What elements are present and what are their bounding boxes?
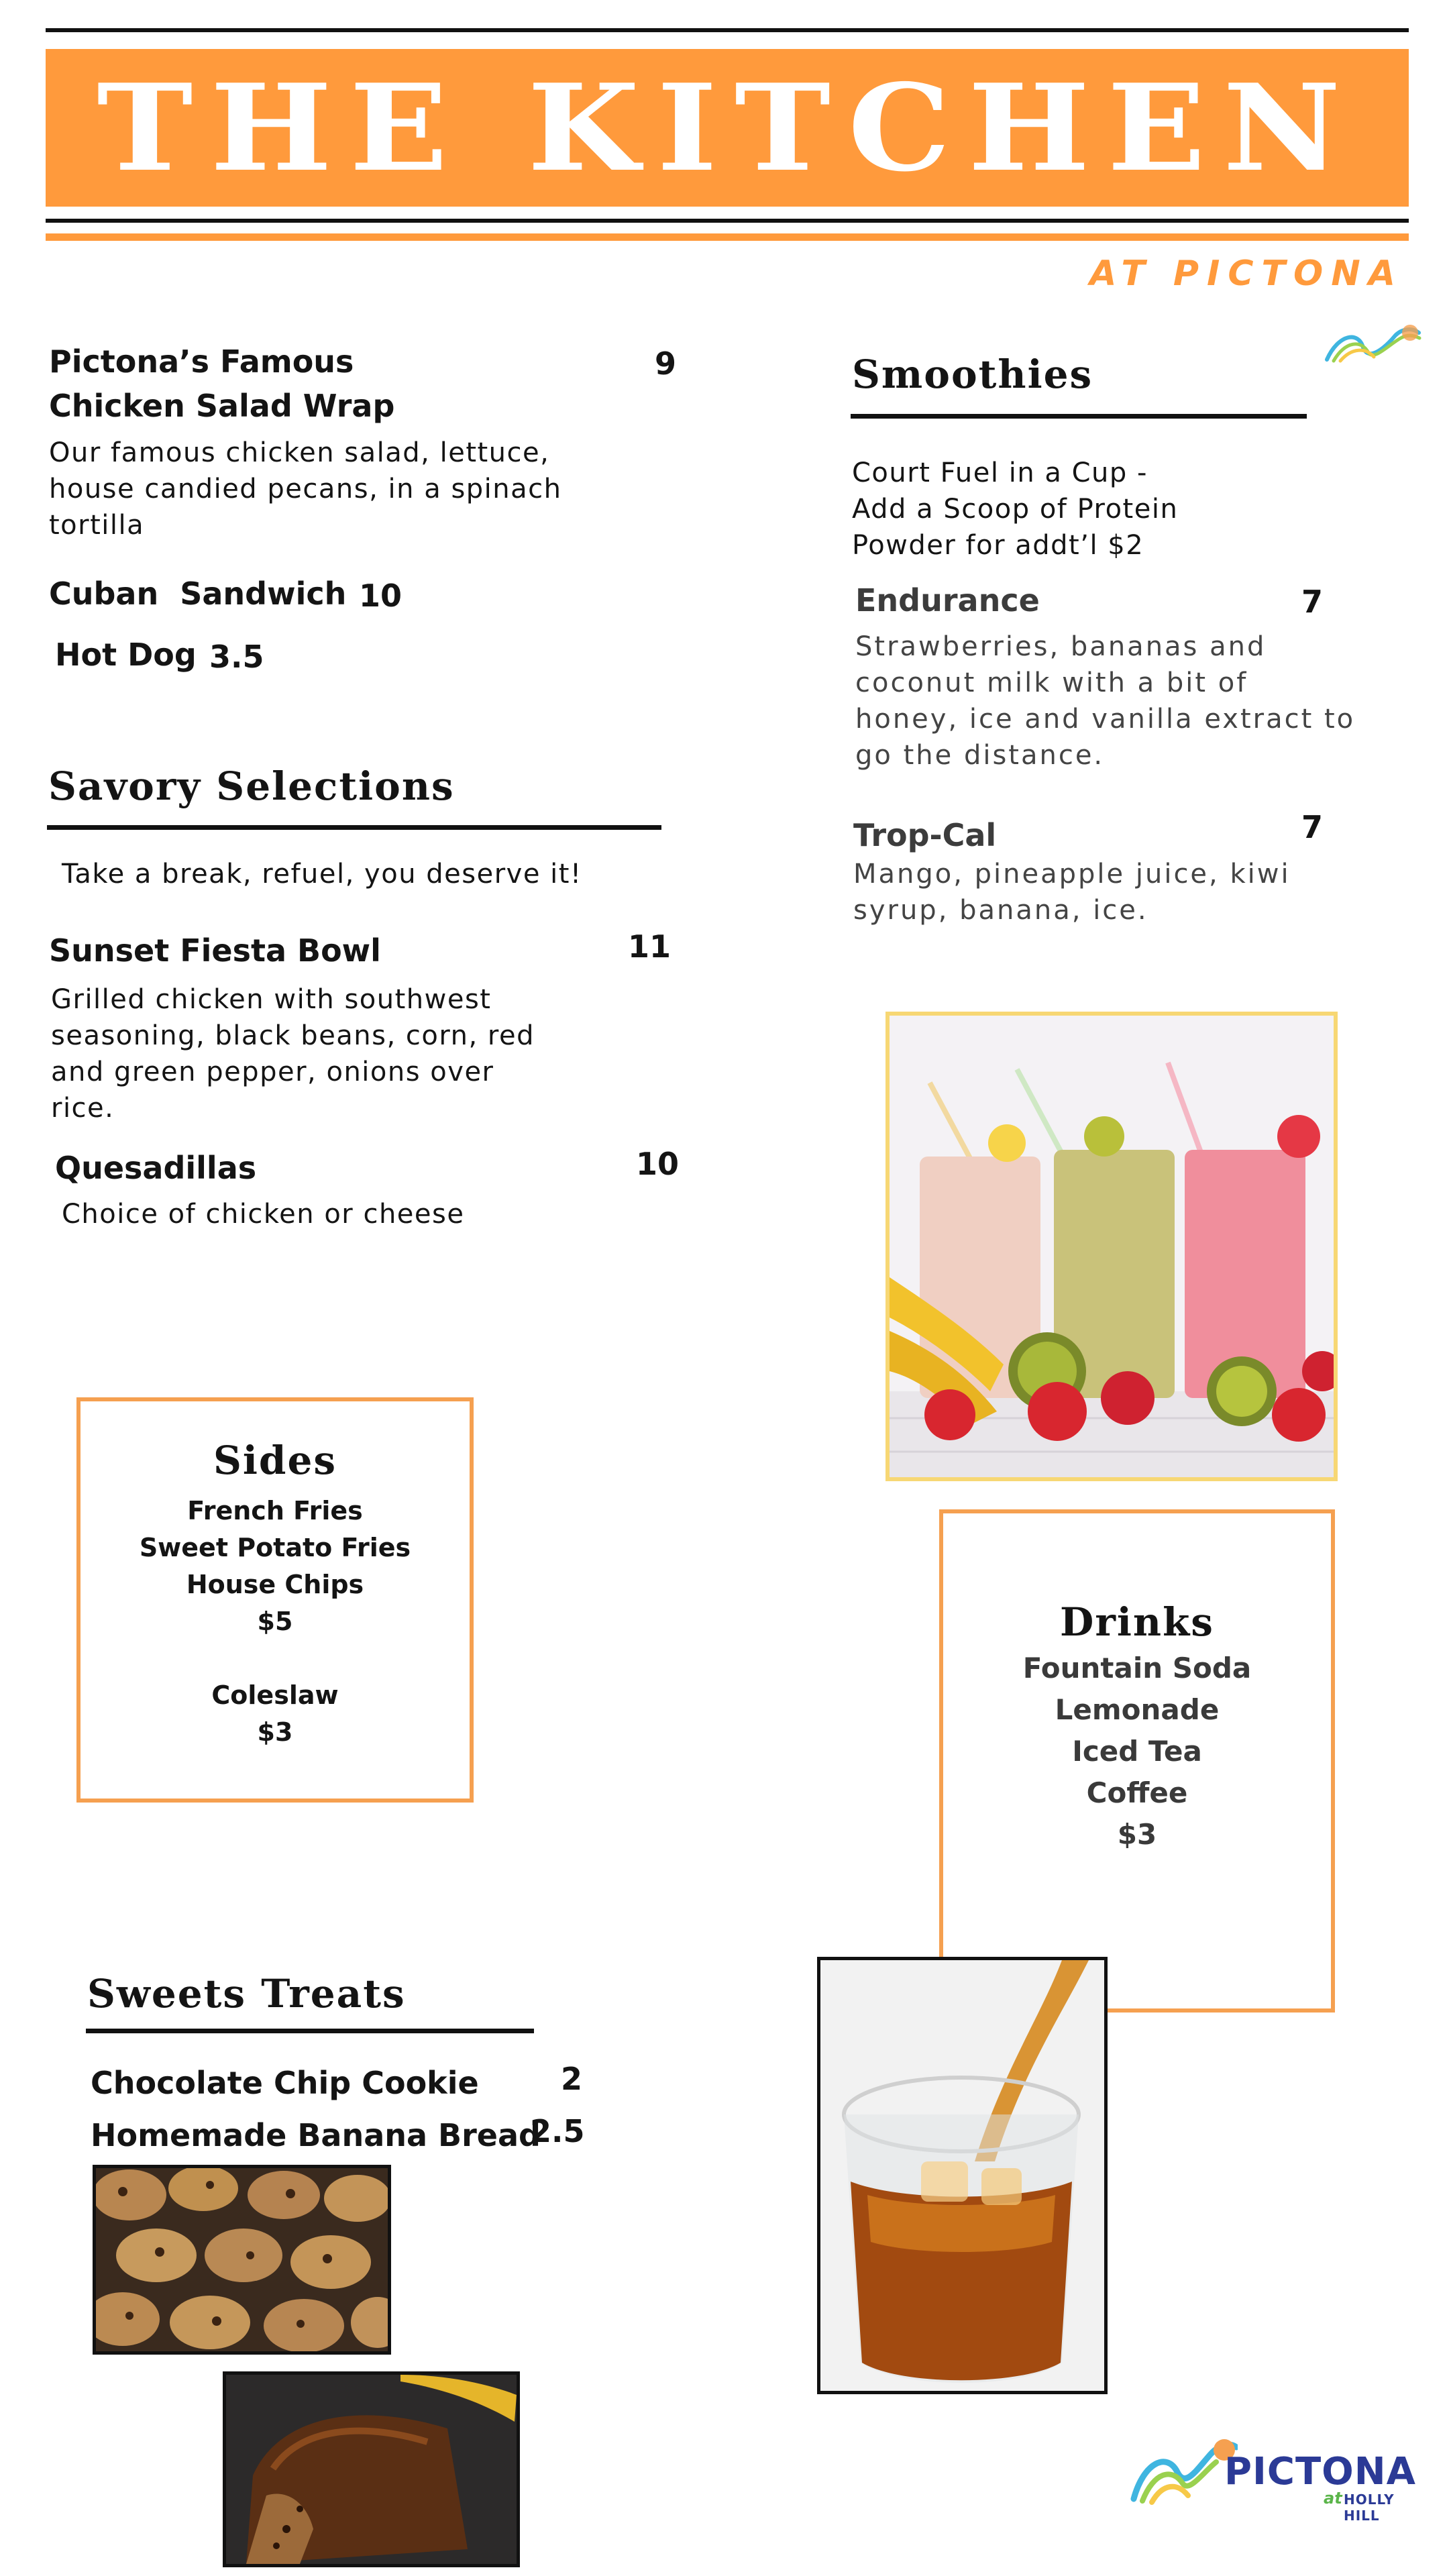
item-name-sunset-fiesta-bowl: Sunset Fiesta Bowl [49, 932, 381, 969]
item-name-banana-bread: Homemade Banana Bread [91, 2117, 541, 2153]
section-heading-savory: Savory Selections [48, 763, 455, 809]
item-price-banana-bread: 2.5 [530, 2113, 585, 2149]
item-name-chicken-salad-wrap-line1: Pictona’s Famous [49, 343, 354, 380]
section-heading-sides: Sides [213, 1438, 337, 1483]
banana-bread-illustration [226, 2375, 517, 2564]
item-name-chicken-salad-wrap-line2: Chicken Salad Wrap [49, 388, 395, 424]
item-desc-endurance: Strawberries, bananas and coconut milk with a bit of honey, ice and vanilla extract to go the distance. [855, 631, 1356, 771]
title-banner [46, 49, 1409, 207]
drinks-line-lemonade: Lemonade [1055, 1693, 1220, 1726]
savory-heading-rule [47, 825, 661, 830]
smoothies-heading-rule [851, 414, 1307, 419]
drinks-line-coffee: Coffee [1086, 1776, 1188, 1809]
iced-tea-illustration [820, 1960, 1104, 2391]
smoothie-glasses-illustration [890, 1016, 1334, 1477]
pictona-logo-place: HOLLY HILL [1344, 2491, 1395, 2524]
item-name-quesadillas: Quesadillas [55, 1150, 257, 1186]
sides-line-coleslaw: Coleslaw [211, 1680, 339, 1710]
drinks-line-iced-tea: Iced Tea [1072, 1735, 1202, 1768]
page-title: THE KITCHEN [96, 57, 1358, 198]
item-price-sunset-fiesta-bowl: 11 [628, 928, 672, 965]
item-price-trop-cal: 7 [1301, 809, 1324, 845]
item-desc-trop-cal: Mango, pineapple juice, kiwi syrup, banana, ice. [853, 859, 1291, 926]
item-name-trop-cal: Trop-Cal [853, 817, 997, 853]
smoothies-intro: Court Fuel in a Cup - Add a Scoop of Protein Powder for addt’l $2 [852, 458, 1179, 561]
sweets-heading-rule [86, 2029, 534, 2033]
item-price-chocolate-chip-cookie: 2 [561, 2061, 583, 2097]
item-desc-sunset-fiesta-bowl: Grilled chicken with southwest seasoning, black beans, corn, red and green pepper, onions over rice. [51, 984, 535, 1124]
sides-box [76, 1397, 474, 1803]
drinks-price: $3 [1117, 1818, 1157, 1851]
drinks-box [939, 1509, 1335, 2012]
item-desc-quesadillas: Choice of chicken or cheese [62, 1199, 465, 1230]
item-price-endurance: 7 [1301, 584, 1324, 620]
pictona-wave-icon [1130, 2435, 1238, 2509]
iced-tea-photo [817, 1957, 1108, 2394]
item-name-chocolate-chip-cookie: Chocolate Chip Cookie [91, 2065, 479, 2101]
drinks-line-fountain-soda: Fountain Soda [1022, 1652, 1252, 1684]
item-price-hot-dog: 3.5 [209, 639, 264, 675]
cookies-illustration [96, 2168, 388, 2351]
sides-price-1: $5 [257, 1607, 293, 1636]
pictona-logo [1130, 2435, 1419, 2524]
pictona-logo-name: PICTONA [1224, 2450, 1416, 2493]
top-rule [46, 28, 1409, 32]
item-name-endurance: Endurance [855, 582, 1040, 619]
pictona-logo-at: at [1324, 2489, 1342, 2508]
smoothies-photo [885, 1012, 1338, 1481]
item-price-cuban-sandwich: 10 [359, 578, 402, 614]
cookies-photo [93, 2165, 391, 2355]
page-subtitle: AT PICTONA [1089, 254, 1403, 294]
wave-logo-icon [1322, 321, 1422, 368]
savory-tagline: Take a break, refuel, you deserve it! [62, 859, 582, 890]
sides-line-sweet-potato-fries: Sweet Potato Fries [139, 1533, 411, 1562]
item-desc-chicken-salad-wrap: Our famous chicken salad, lettuce, house candied pecans, in a spinach tortilla [49, 437, 562, 541]
item-name-cuban-sandwich: Cuban Sandwich [49, 576, 347, 612]
section-heading-drinks: Drinks [1060, 1599, 1214, 1645]
sides-line-french-fries: French Fries [187, 1496, 363, 1525]
sides-spacer [80, 1640, 470, 1677]
item-price-quesadillas: 10 [636, 1146, 680, 1182]
header-orange-rule [46, 233, 1409, 241]
sides-price-2: $3 [257, 1717, 293, 1747]
sides-line-house-chips: House Chips [186, 1570, 364, 1599]
section-heading-sweets: Sweets Treats [87, 1971, 406, 2017]
section-heading-smoothies: Smoothies [852, 352, 1093, 397]
item-price-chicken-salad-wrap: 9 [655, 345, 677, 382]
item-name-hot-dog: Hot Dog [55, 637, 197, 673]
banana-bread-photo [223, 2371, 520, 2567]
header-rule-1 [46, 219, 1409, 223]
